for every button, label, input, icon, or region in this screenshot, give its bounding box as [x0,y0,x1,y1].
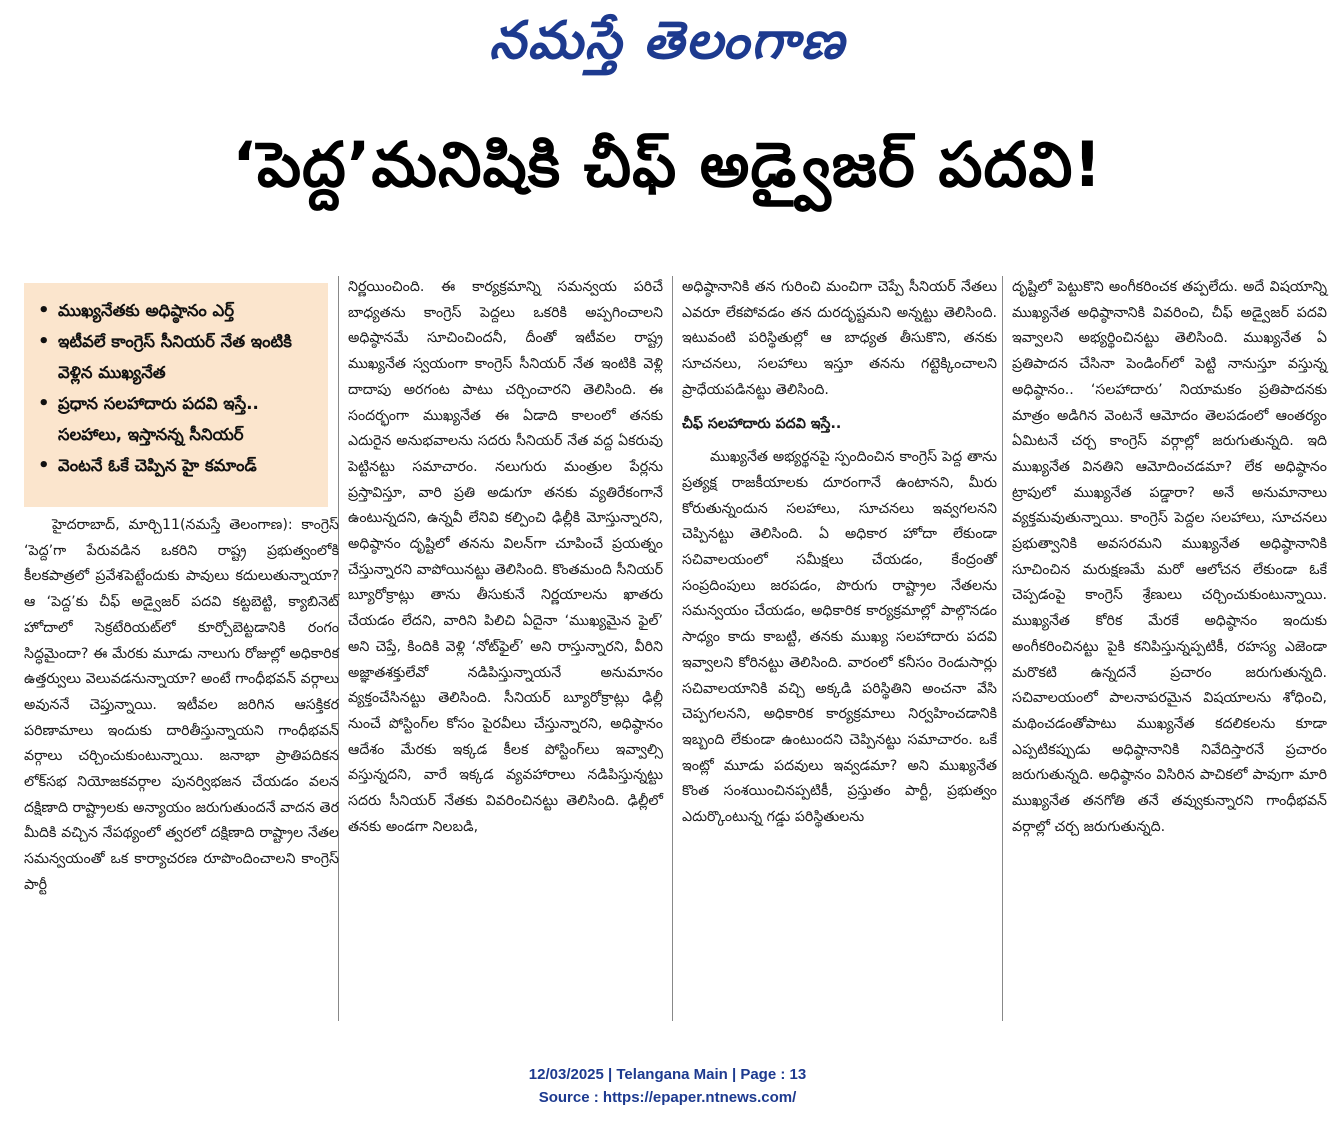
article-paragraph: దృష్టిలో పెట్టుకొని అంగీకరించక తప్పలేదు. అదే విషయాన్ని ముఖ్యనేత అధిష్ఠానానికి వివరించి, చీఫ్ అడ్వైజర్ పదవి ఇవ్వాలని అభ్యర్థించినట్టు తెలిసింది. ముఖ్యనేత ఏ ప్రతిపాదన చేసినా పెండింగ్‌లో పెట్టి నానుస్తూ వస్తున్న అధిష్ఠానం.. ‘సలహాదారు’ నియామకం ప్రతిపాదనకు మాత్రం అడిగిన వెంటనే ఆమోదం తెలపడంలో ఆంతర్యం ఏమిటనే చర్చ కాంగ్రెస్ వర్గాల్లో జరుగుతున్నది. ఇది ముఖ్యనేత వినతిని ఆమోదించడమా? లేక అధిష్ఠానం ట్రాపులో ముఖ్యనేత పడ్డారా? అనే అనుమానాలు వ్యక్తమవుతున్నాయి. కాంగ్రెస్ పెద్దల సలహాలు, సూచనలు ప్రభుత్వానికి అవసరమని ముఖ్యనేత అధిష్ఠానానికి సూచించిన మరుక్షణమే మరో ఆలోచన లేకుండా ఓకే చెప్పడంపై కాంగ్రెస్ శ్రేణులు చర్చించుకుంటున్నాయి. ముఖ్యనేత కోరిక మేరకే అధిష్ఠానం ఇందుకు అంగీకరించినట్టు పైకి కనిపిస్తున్నప్పటికీ, రహస్య ఎజెండా మరొకటి ఉన్నదనే ప్రచారం జరుగుతున్నది. సచివాలయంలో పాలనాపరమైన విషయాలను శోధించి, మథించడంతోపాటు ముఖ్యనేత కదలికలను కూడా ఎప్పటికప్పుడు అధిష్ఠానానికి నివేదిస్తారనే ప్రచారం జరుగుతున్నది. అధిష్ఠానం విసిరిన పాచికలో పావుగా మారి ముఖ్యనేత తనగోతి తనే తవ్వుకున్నారని గాంధీభవన్ వర్గాల్లో చర్చ జరుగుతున్నది. [1012,279,1327,835]
bullet-icon: • [38,393,50,414]
article-paragraph: హైదరాబాద్, మార్చి11(నమస్తే తెలంగాణ): కాంగ్రెస్ ‘పెద్ద’గా పేరువడిన ఒకరిని రాష్ట్ర ప్రభుత్వంలోకి కీలకపాత్రలో ప్రవేశపెట్టేందుకు పావులు కదులుతున్నాయా? ఆ ‘పెద్ద’కు చీఫ్ అడ్వైజర్ పదవి కట్టబెట్టి, క్యాబినెట్ హోదాలో సెక్రటేరియట్‌లో కూర్చోబెట్టడానికి రంగం సిద్ధమైందా? ఈ మేరకు మూడు నాలుగు రోజుల్లో అధికారిక ఉత్తర్వులు వెలువడనున్నాయా? అంటే గాంధీభవన్ వర్గాలు అవుననే చెప్తున్నాయి. ఇటీవల జరిగిన ఆసక్తికర పరిణామాలు ఇందుకు దారితీస్తున్నాయని గాంధీభవన్ వర్గాలు చర్చించుకుంటున్నాయి. జనాభా ప్రాతిపదికన లోక్‌సభ నియోజకవర్గాల పునర్విభజన చేయడం వలన దక్షిణాది రాష్ట్రాలకు అన్యాయం జరుగుతుందనే వాదన తెర మీదికి వచ్చిన నేపథ్యంలో త్వరలో దక్షిణాది రాష్ట్రాల నేతల సమన్వయంతో ఒక కార్యాచరణ రూపొందించాలని కాంగ్రెస్ పార్టీ [24,517,339,893]
headline: ‘పెద్ద’మనిషికి చీఫ్ అడ్వైజర్ పదవి! [232,128,1103,201]
highlight-item: • వెంటనే ఓకే చెప్పిన హై కమాండ్ [38,450,318,481]
article-column-4 [1012,275,1327,840]
highlights-box [24,283,328,507]
highlight-item: • ఇటీవలే కాంగ్రెస్ సీనియర్ నేత ఇంటికి వెళ్లిన ముఖ్యనేత [38,326,318,388]
masthead-logo: నమస్తే తెలంగాణ [489,10,846,71]
article-paragraph: అధిష్ఠానానికి తన గురించి మంచిగా చెప్పే సీనియర్ నేతలు ఎవరూ లేకపోవడం తన దురదృష్టమని అన్నట్టు తెలిసింది. ఇటువంటి పరిస్థితుల్లో ఆ బాధ్యత తీసుకొని, తనకు సూచనలు, సలహాలు ఇస్తూ తనను గట్టెక్కించాలని ప్రాధేయపడినట్టు తెలిసింది. [682,279,997,398]
highlight-item: • ప్రధాన సలహాదారు పదవి ఇస్తే.. సలహాలు, ఇస్తానన్న సీనియర్ [38,388,318,450]
article-column-1 [24,513,339,899]
article-paragraph: నిర్ణయించింది. ఈ కార్యక్రమాన్ని సమన్వయ పరిచే బాధ్యతను కాంగ్రెస్ పెద్దలు ఒకరికి అప్పగించాలని అధిష్ఠానమే సూచించిందనీ, దీంతో ఇటీవల రాష్ట్ర ముఖ్యనేత స్వయంగా కాంగ్రెస్ సీనియర్ నేత ఇంటికి వెళ్లి దాదాపు అరగంట పాటు చర్చించారని తెలిసింది. ఈ సందర్భంగా ముఖ్యనేత ఈ ఏడాది కాలంలో తనకు ఎదురైన అనుభవాలను సదరు సీనియర్ నేత వద్ద ఏకరువు పెట్టినట్టు సమాచారం. నలుగురు మంత్రుల పేర్లను ప్రస్తావిస్తూ, వారి ప్రతి అడుగూ తనకు వ్యతిరేకంగానే ఉంటున్నదని, ఉన్నవీ లేనివి కల్పించి ఢిల్లీకి మోస్తున్నారని, అధిష్ఠానం దృష్టిలో తనను విలన్‌గా చూపించే ప్రయత్నం చేస్తున్నారని వాపోయినట్టు తెలిసింది. కొంతమంది సీనియర్ బ్యూరోక్రాట్లు తాను తీసుకునే నిర్ణయాలను ఖాతరు చేయడం లేదని, వారిని పిలిచి ఏదైనా ‘ముఖ్యమైన ఫైల్’ అని చెప్తే, కిందికి వెళ్లి ‘నోట్‌ఫైల్’ అని రాస్తున్నారని, వీరిని అజ్ఞాతశక్తులేవో నడిపిస్తున్నాయనే అనుమానం వ్యక్తంచేసినట్టు తెలిసింది. సీనియర్ బ్యూరోక్రాట్లు ఢిల్లీ నుంచే పోస్టింగ్‌ల కోసం పైరవీలు చేస్తున్నారని, అధిష్ఠానం ఆదేశం మేరకు ఇక్కడ కీలక పోస్టింగ్‌లు ఇవ్వాల్సి వస్తున్నదని, వారే ఇక్కడ వ్యవహారాలు నడిపిస్తున్నట్టు సదరు సీనియర్ నేతకు వివరించినట్టు తెలిసింది. ఢిల్లీలో తనకు అండగా నిలబడి, [348,279,663,835]
article-subhead: చీఫ్ సలహాదారు పదవి ఇస్తే.. [682,415,842,432]
footer-source: Source : https://epaper.ntnews.com/ [538,1089,797,1106]
column-rule [672,276,673,1021]
column-rule [1002,276,1003,1021]
article-column-3 [682,275,997,831]
highlight-item: • ముఖ్యనేతకు అధిష్ఠానం ఎర్త్ [38,295,318,326]
article-paragraph: ముఖ్యనేత అభ్యర్థనపై స్పందించిన కాంగ్రెస్ పెద్ద తాను ప్రత్యక్ష రాజకీయాలకు దూరంగానే ఉంటానని, మీరు కోరుతున్నందున సలహాలు, సూచనలు ఇవ్వగలనని చెప్పినట్టు తెలిసింది. ఏ అధికార హోదా లేకుండా సచివాలయంలో సమీక్షలు చేయడం, కేంద్రంతో సంప్రదింపులు జరపడం, పొరుగు రాష్ట్రాల నేతలను సమన్వయం చేయడం, అధికారిక కార్యక్రమాల్లో పాల్గొనడం సాధ్యం కాదు కాబట్టి, తనకు ముఖ్య సలహాదారు పదవి ఇవ్వాలని కోరినట్టు తెలిసింది. వారంలో కనీసం రెండుసార్లు సచివాలయానికి వచ్చి అక్కడి పరిస్థితిని అంచనా వేసి చెప్పగలనని, అధికారిక కార్యక్రమాలు నిర్వహించడానికి ఇబ్బంది లేకుండా ఉంటుందని చెప్పినట్టు సమాచారం. ఒకే ఇంట్లో మూడు పదవులు ఇవ్వడమా? అని ముఖ్యనేత కొంత సంశయించినప్పటికీ, ప్రస్తుతం పార్టీ, ప్రభుత్వం ఎదుర్కొంటున్న గడ్డు పరిస్థితులను [682,449,997,826]
bullet-icon: • [38,455,50,476]
bullet-icon: • [38,300,50,321]
article-column-2 [348,275,663,840]
bullet-icon: • [38,331,50,352]
footer-date-page: 12/03/2025 | Telangana Main | Page : 13 [528,1066,807,1083]
